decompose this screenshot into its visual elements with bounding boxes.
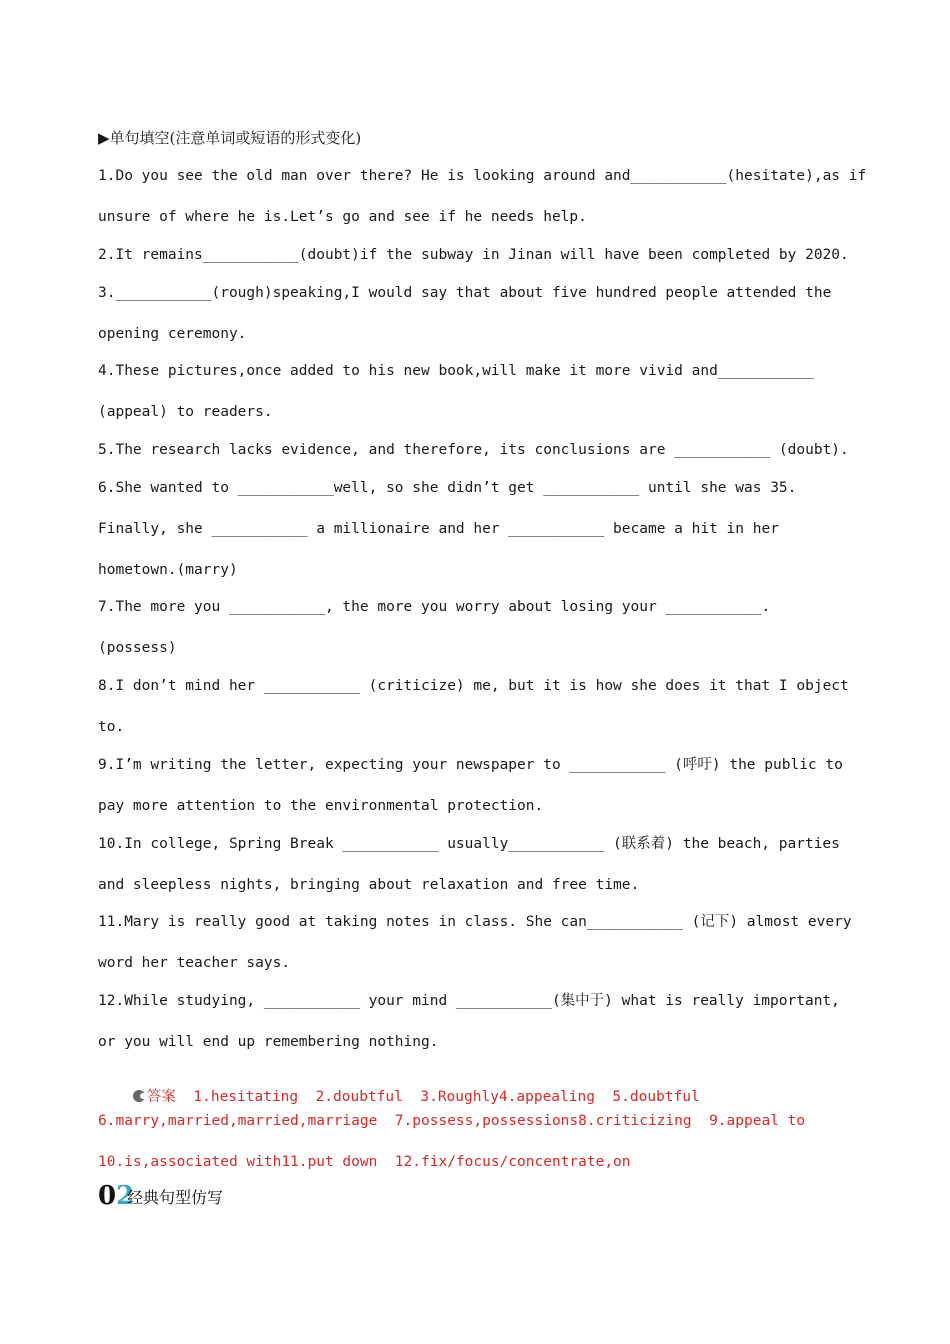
answers-line-2: 6.marry,married,married,marriage 7.possess,possessions8.criticizing 9.appeal to xyxy=(98,1113,806,1129)
question-3-line-1: 3.___________(rough)speaking,I would say that about five hundred people attended the xyxy=(98,285,832,301)
answers-text-1: 1.hesitating 2.doubtful 3.Roughly4.appealing 5.doubtful xyxy=(175,1089,700,1105)
question-4-line-1: 4.These pictures,once added to his new book,will make it more vivid and___________ xyxy=(98,363,814,379)
answers-line-3: 10.is,associated with11.put down 12.fix/focus/concentrate,on xyxy=(98,1154,631,1170)
question-12-line-1: 12.While studying, ___________ your mind ___________(集中于) what is really important, xyxy=(98,993,840,1009)
question-8-line-1: 8.I don’t mind her ___________ (criticize) me, but it is how she does it that I object xyxy=(98,678,849,694)
question-9-line-1: 9.I’m writing the letter, expecting your newspaper to ___________ (呼吁) the public to xyxy=(98,757,843,773)
question-6-line-3: hometown.(marry) xyxy=(98,562,238,578)
question-7-line-2: (possess) xyxy=(98,640,177,656)
answer-icon xyxy=(133,1090,145,1102)
question-7-line-1: 7.The more you ___________, the more you worry about losing your ___________. xyxy=(98,599,771,615)
question-10-line-2: and sleepless nights, bringing about relaxation and free time. xyxy=(98,877,640,893)
section-heading: ▶单句填空(注意单词或短语的形式变化) xyxy=(98,129,362,147)
question-6-line-2: Finally, she ___________ a millionaire and her ___________ became a hit in her xyxy=(98,521,779,537)
question-12-line-2: or you will end up remembering nothing. xyxy=(98,1034,439,1050)
section-title: 经典句型仿写 xyxy=(127,1188,224,1207)
question-10-line-1: 10.In college, Spring Break ___________ usually___________ (联系着) the beach, parties xyxy=(98,836,840,852)
question-4-line-2: (appeal) to readers. xyxy=(98,404,273,420)
question-6-line-1: 6.She wanted to ___________well, so she didn’t get ___________ until she was 35. xyxy=(98,480,797,496)
question-5-line-1: 5.The research lacks evidence, and therefore, its conclusions are ___________ (doubt). xyxy=(98,442,849,458)
question-9-line-2: pay more attention to the environmental protection. xyxy=(98,798,544,814)
question-1-line-2: unsure of where he is.Let’s go and see if he needs help. xyxy=(98,209,587,225)
question-11-line-1: 11.Mary is really good at taking notes in class. She can___________ (记下) almost every xyxy=(98,914,852,930)
answers-label: 答案 xyxy=(146,1089,176,1105)
question-1-line-1: 1.Do you see the old man over there? He is looking around and___________(hesitate),as if xyxy=(98,168,867,184)
question-2-line-1: 2.It remains___________(doubt)if the subway in Jinan will have been completed by 2020. xyxy=(98,247,849,263)
question-3-line-2: opening ceremony. xyxy=(98,326,247,342)
question-11-line-2: word her teacher says. xyxy=(98,955,291,971)
question-8-line-2: to. xyxy=(98,719,125,735)
section-number: 02 xyxy=(98,1181,135,1211)
